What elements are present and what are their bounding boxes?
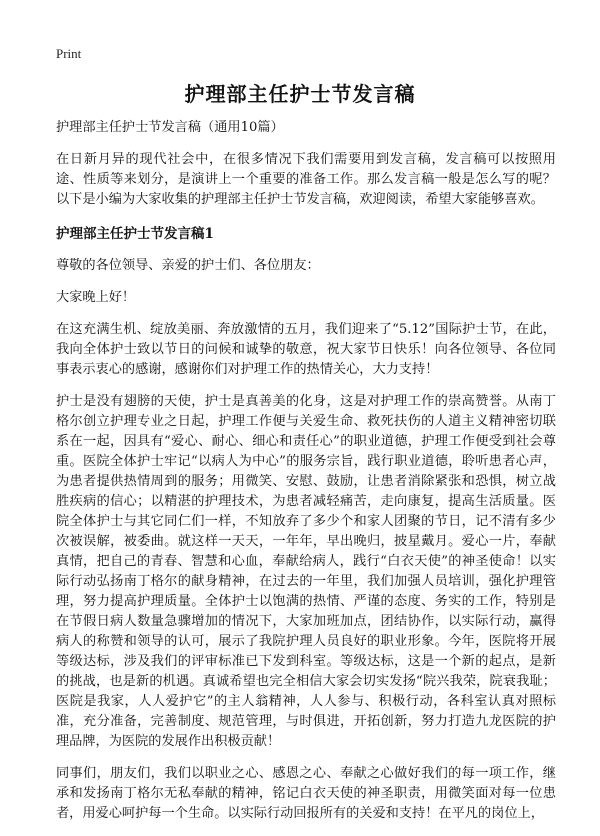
section-heading: 护理部主任护士节发言稿1 xyxy=(56,226,214,242)
body-paragraph-1: 在这充满生机、绽放美丽、奔放激情的五月，我们迎来了“5.12”国际护士节，在此，我向全体护士致以节日的问候和诚挚的敬意，祝大家节日快乐！向各位领导、各位同事表示衷心的感谢，感谢你们对护理工作的热情关心，大力支持！ xyxy=(56,322,556,377)
document-body xyxy=(56,118,556,836)
print-link[interactable]: Print xyxy=(56,46,82,61)
body-paragraph-3: 同事们，朋友们，我们以职业之心、感恩之心、奉献之心做好我们的每一项工作，继承和发扬南丁格尔无私奉献的精神，铭记白衣天使的神圣职责，用微笑面对每一位患者，用爱心呵护每一个生命。以实际行动回报所有的关爱和支持！在平凡的岗位上， xyxy=(56,766,556,821)
page-title: 护理部主任护士节发言稿 xyxy=(184,82,416,106)
body-paragraph-2: 护士是没有翅膀的天使，护士是真善美的化身，这是对护理工作的崇高赞誉。从南丁格尔创立护理专业之日起，护理工作便与关爱生命、救死扶伤的人道主义精神密切联系在一起，因具有“爱心、耐心、细心和责任心”的职业道德，护理工作便受到社会尊重。医院全体护士牢记“以病人为中心”的服务宗旨，践行职业道德，聆听患者心声，为患者提供热情周到的服务；用微笑、安慰、鼓励，让患者消除紧张和恐惧，树立战胜疾病的信心；以精湛的护理技术，为患者减轻痛苦，走向康复，提高生活质量。医院全体护士与其它同仁们一样，不知放弃了多少个和家人团聚的节日，记不清有多少次被误解，被委曲。就这样一天天，一年年，早出晚归，披星戴月。爱心一片，奉献真情，把自己的青春、智慧和心血，奉献给病人，践行“白衣天使”的神圣使命！以实际行动弘扬南丁格尔的献身精神，在过去的一年里，我们加强人员培训，强化护理管理，努力提高护理质量。全体护士以饱满的热情、严谨的态度、务实的工作，特别是在节假日病人数量急骤增加的情况下，大家加班加点，团结协作，以实际行动，赢得病人的称赞和领导的认可，展示了我院护理人员良好的职业形象。今年，医院将开展等级达标，涉及我们的评审标准已下发到科室。等级达标，这是一个新的起点，是新的挑战，也是新的机遇。真诚希望也完全相信大家会切实发扬“院兴我荣，院衰我耻；医院是我家，人人爱护它”的主人翁精神，人人参与、积极行动，各科室认真对照标准，充分准备，完善制度、规范管理，与时俱进，开拓创新，努力打造九龙医院的护理品牌，为医院的发展作出积极贡献！ xyxy=(56,394,556,749)
salutation: 尊敬的各位领导、亲爱的护士们、各位朋友： xyxy=(56,258,320,273)
greeting-line: 大家晚上好！ xyxy=(56,290,136,305)
document-subtitle: 护理部主任护士节发言稿（通用10篇） xyxy=(56,120,284,135)
intro-paragraph: 在日新月异的现代社会中，在很多情况下我们需要用到发言稿，发言稿可以按照用途、性质等来划分，是演讲上一个重要的准备工作。那么发言稿一般是怎么写的呢？以下是小编为大家收集的护理部主任护士节发言稿，欢迎阅读，希望大家能够喜欢。 xyxy=(56,152,556,207)
